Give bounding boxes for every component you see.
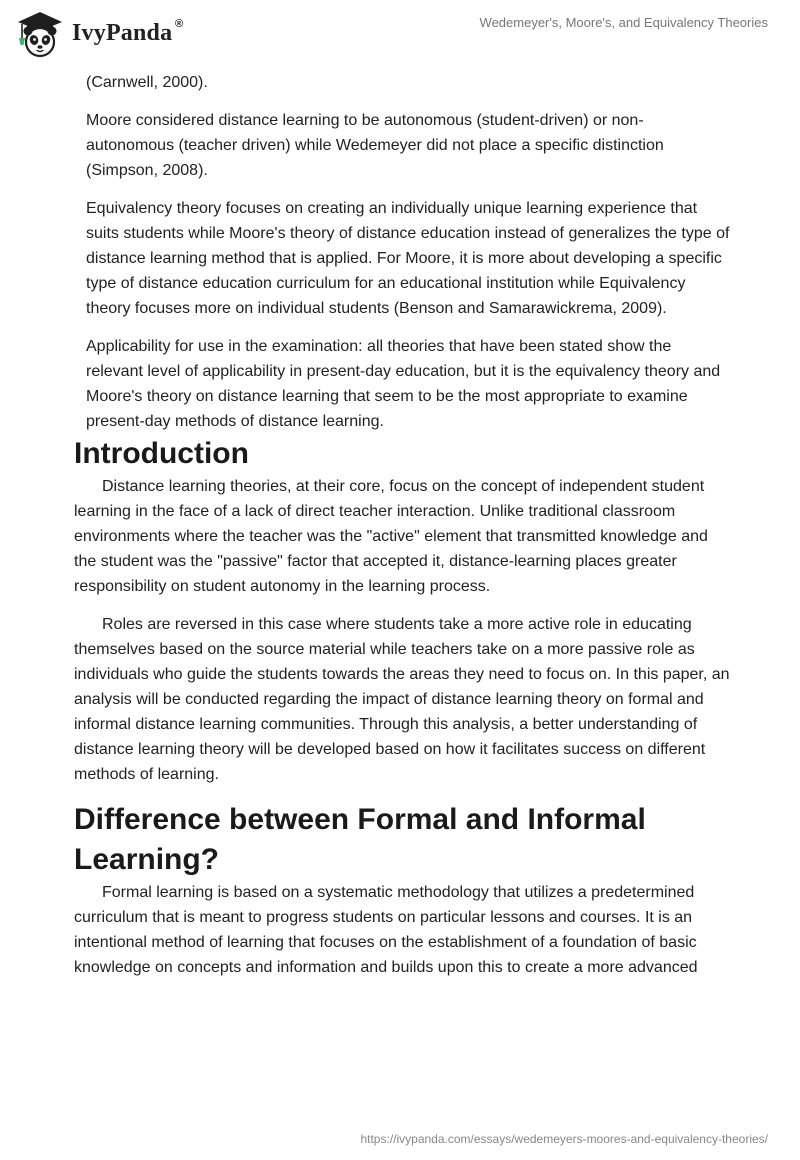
- heading-formal-informal: Difference between Formal and Informal Learning?: [74, 803, 646, 876]
- paragraph-equivalency-theory: Equivalency theory focuses on creating an individually unique learning experience that suits students while Moore's theory of distance education instead of generalizes the type of distance learning method that is applied. For Moore, it is more about developing a specific type of distance education curriculum for an educational institution while Equivalency theory focuses more on individual students (Benson and Samarawickrema, 2009).: [86, 200, 730, 317]
- document-title: Wedemeyer's, Moore's, and Equivalency Theories: [479, 15, 768, 30]
- brand-name-text: IvyPanda: [72, 19, 173, 46]
- registered-mark: ®: [174, 17, 184, 30]
- paragraph-moore-autonomy: Moore considered distance learning to be autonomous (student-driven) or non-autonomous (teacher driven) while Wedemeyer did not place a specific distinction (Simpson, 2008).: [86, 112, 664, 179]
- theory-comparison-block: [74, 70, 730, 434]
- intro-paragraph-2: Roles are reversed in this case where students take a more active role in educating themselves based on the source material while teachers take on a more passive role as individuals who guide the students towards the areas they need to focus on. In this paper, an analysis will be conducted regarding the impact of distance learning theory on formal and informal distance learning communities. Through this analysis, a better understanding of distance learning theory will be developed based on how it facilitates success on different methods of learning.: [74, 616, 730, 783]
- intro-paragraph-1: Distance learning theories, at their core, focus on the concept of independent student learning in the face of a lack of direct teacher interaction. Unlike traditional classroom environments where the teacher was the "active" element that transmitted knowledge and the student was the "passive" factor that accepted it, distance-learning places greater responsibility on student autonomy in the learning process.: [74, 478, 708, 595]
- essay-content: [74, 70, 730, 993]
- source-url[interactable]: https://ivypanda.com/essays/wedemeyers-moores-and-equivalency-theories/: [360, 1132, 768, 1146]
- paragraph-applicability: Applicability for use in the examination: all theories that have been stated show the relevant level of applicability in present-day education, but it is the equivalency theory and Moore's theory on distance learning that seem to be the most appropriate to examine present-day methods of distance learning.: [86, 338, 721, 430]
- paragraph-citation-carnwell: (Carnwell, 2000).: [86, 74, 208, 91]
- brand-name: [72, 17, 184, 47]
- page-header: [0, 0, 800, 64]
- brand-logo[interactable]: [14, 8, 184, 58]
- heading-introduction: Introduction: [74, 437, 249, 470]
- panda-graduation-cap-icon: [14, 8, 66, 58]
- formal-learning-paragraph: Formal learning is based on a systematic methodology that utilizes a predetermined curriculum that is meant to progress students on particular lessons and courses. It is an intentional method of learning that focuses on the establishment of a foundation of basic knowledge on concepts and information and builds upon this to create a more advanced: [74, 884, 698, 976]
